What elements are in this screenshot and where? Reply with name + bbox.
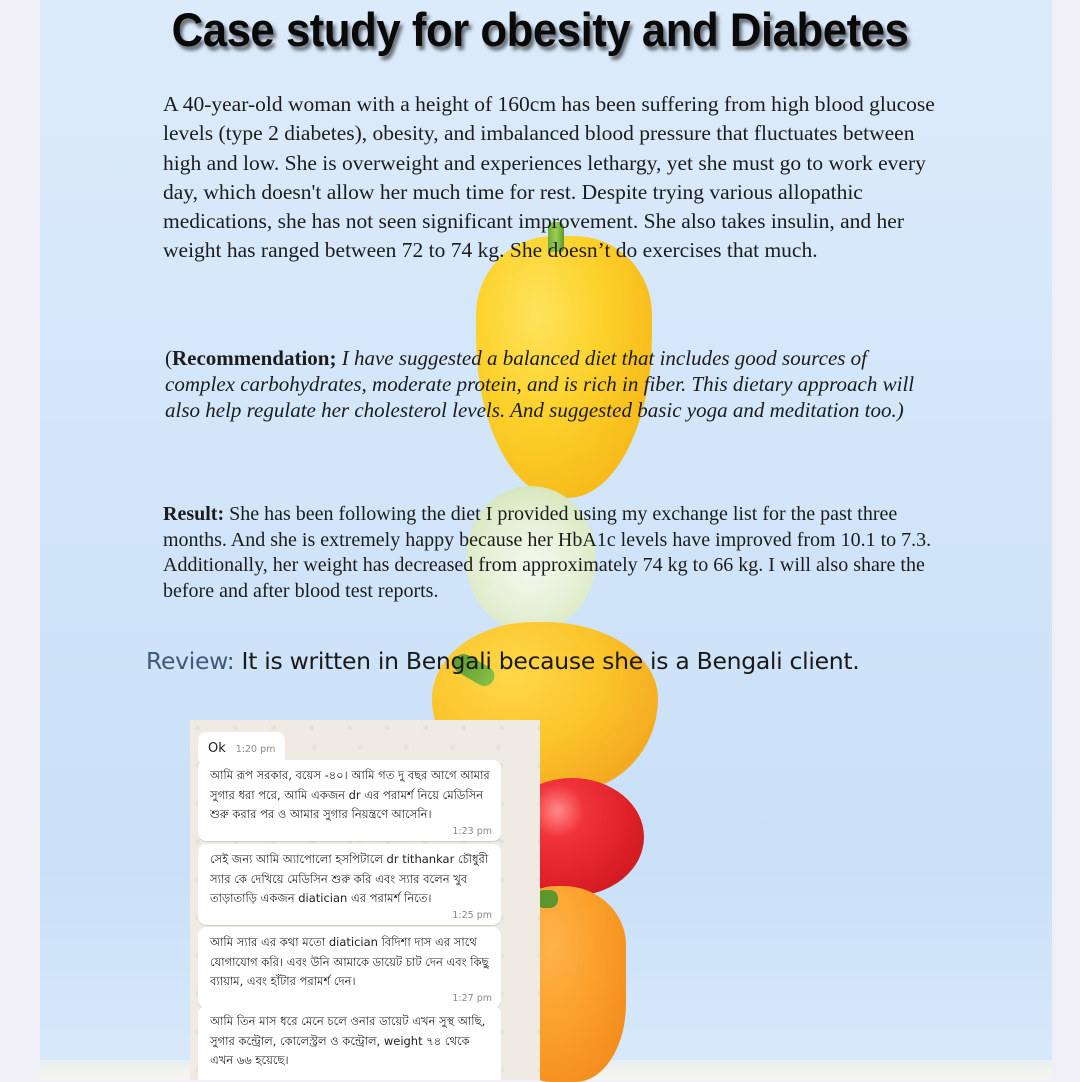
chat-message-text: আমি স্যার এর কথা মতো diatician বিদিশা দাস এর সাথে যোগাযোগ করি। এবং উনি আমাকে ডায়েট চাট দেন এবং কিছু ব্যায়াম, এবং হাঁটার পরামর্শ দেন। <box>210 935 489 988</box>
chat-message-text: আমি তিন মাস ধরে মেনে চলে ওনার ডায়েট এখন সুস্থ আছি, সুগার কন্ট্রোল, কোলেস্ট্রল ও কন্ট্রোল, weight ৭৪ থেকে এখন ৬৬ হয়েছে। <box>210 1014 486 1067</box>
recommendation-text: I have suggested a balanced diet that includes good sources of complex carbohydrates, moderate protein, and is rich in fiber. This dietary approach will also help regulate her cholesterol levels. And suggested basic yoga and meditation too.) <box>165 346 915 422</box>
recommendation-label: Recommendation; <box>172 346 337 370</box>
chat-message-text: আমি রূপ সরকার, বয়েস -৪০। আমি গত দু বছর আগে আমার সুগার ধরা পরে, আমি একজন dr এর পরামর্শ নিয়ে মেডিসিন শুরু করার পর ও আমার সুগার নিয়ন্ত্রণে আসেনি। <box>210 768 490 821</box>
chat-message <box>198 1006 501 1080</box>
review-label: Review: <box>146 647 235 675</box>
page-title: Case study for obesity and Diabetes <box>171 3 909 56</box>
chat-message <box>198 760 501 841</box>
chat-message-time: 1:27 pm <box>452 992 492 1004</box>
chat-message <box>198 844 501 925</box>
recommendation-open-paren: ( <box>165 346 172 370</box>
case-intro-paragraph: A 40-year-old woman with a height of 160cm has been suffering from high blood glucose levels (type 2 diabetes), obesity, and imbalanced blood pressure that fluctuates between high and low. She is overweight and experiences lethargy, yet she must go to work every day, which doesn't allow her much time for rest. Despite trying various allopathic medications, she has not seen significant improvement. She also takes insulin, and her weight has ranged between 72 to 74 kg. She doesn’t do exercises that much. <box>163 92 935 263</box>
result-paragraph <box>163 502 933 604</box>
review-line <box>146 645 1006 677</box>
chat-message-time: 1:20 pm <box>235 744 276 755</box>
chat-screenshot <box>190 720 540 1080</box>
chat-message-text: Ok <box>208 741 226 756</box>
chat-message <box>198 927 501 1008</box>
result-label: Result: <box>163 503 225 525</box>
review-text: It is written in Bengali because she is a Bengali client. <box>234 647 860 675</box>
result-text: She has been following the diet I provided using my exchange list for the past three months. And she is extremely happy because her HbA1c levels have improved from 10.1 to 7.3. Additionally, her weight has decreased from approximately 74 kg to 66 kg. I will also share the before and after blood test reports. <box>163 503 932 602</box>
chat-message-text: সেই জন্য আমি অ্যাপোলো হসপিটালে dr tithankar চৌধুরী স্যার কে দেখিয়ে মেডিসিন শুরু করি এবং স্যার বলেন খুব তাড়াতাড়ি একজন diatician এর পরামর্শ নিতে। <box>210 852 489 905</box>
recommendation-paragraph <box>165 345 925 423</box>
chat-message-time: 1:23 pm <box>452 825 492 837</box>
chat-message-partial <box>198 1072 501 1080</box>
chat-message-time: 1:25 pm <box>452 909 492 921</box>
